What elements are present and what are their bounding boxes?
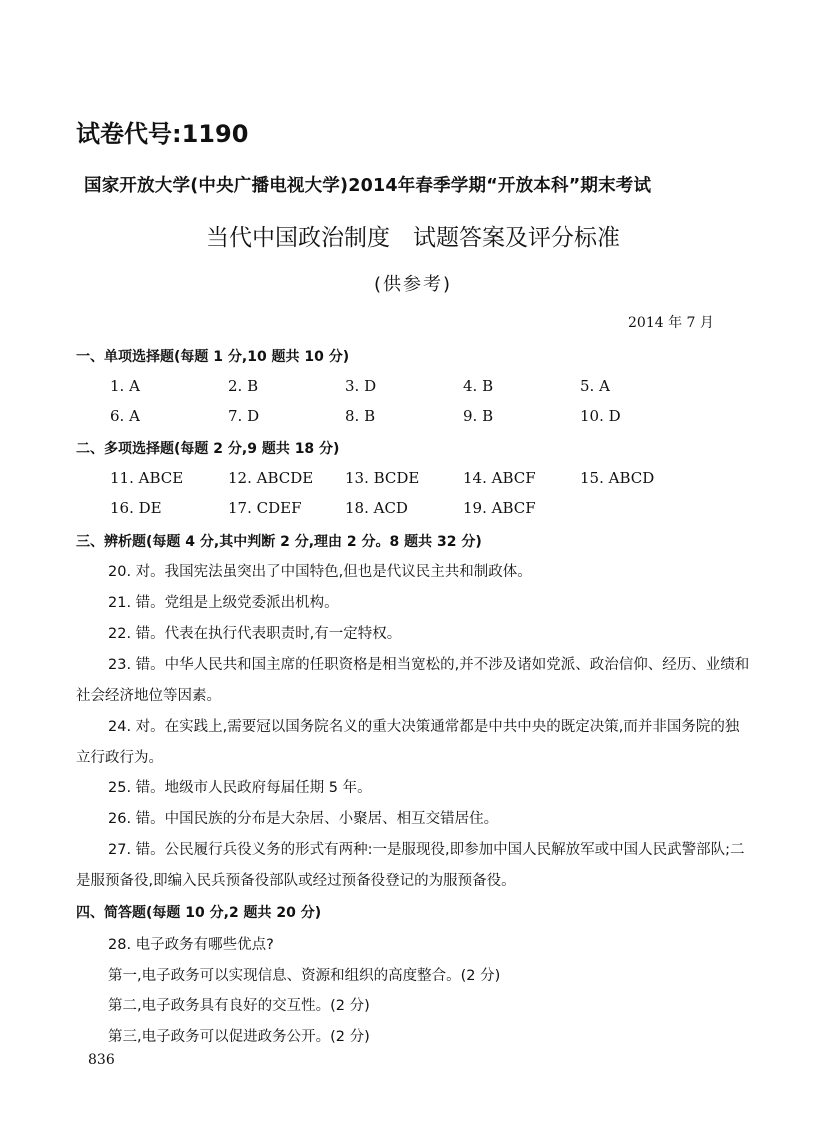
answer-item: 15. ABCD [580,469,655,487]
page-number: 836 [88,1052,115,1068]
judgment-item: 24. 对。在实践上,需要冠以国务院名义的重大决策通常都是中共中央的既定决策,而并非国务院的独立行政行为。 [76,719,740,766]
section-2-heading: 二、多项选择题(每题 2 分,9 题共 18 分) [76,441,340,457]
reference-note: (供参考) [373,274,453,295]
answer-item: 14. ABCF [463,469,536,487]
document-title: 当代中国政治制度 试题答案及评分标准 [206,225,620,251]
answer-item: 10. D [580,407,621,425]
judgment-item: 22. 错。代表在执行代表职责时,有一定特权。 [108,626,402,642]
judgment-item: 23. 错。中华人民共和国主席的任职资格是相当宽松的,并不涉及诸如党派、政治信仰、经历、业绩和社会经济地位等因素。 [76,657,750,704]
section-1-heading: 一、单项选择题(每题 1 分,10 题共 10 分) [76,349,350,365]
section-4-heading: 四、简答题(每题 10 分,2 题共 20 分) [76,905,322,921]
answer-point: 第二,电子政务具有良好的交互性。(2 分) [108,998,370,1014]
answer-item: 3. D [345,377,377,395]
paper-code: 试卷代号:1190 [76,120,249,148]
judgment-item: 20. 对。我国宪法虽突出了中国特色,但也是代议民主共和制政体。 [108,564,532,580]
short-answer-question: 28. 电子政务有哪些优点? [108,937,274,953]
answer-item: 6. A [110,407,140,425]
judgment-item: 25. 错。地级市人民政府每届任期 5 年。 [108,780,372,796]
answer-item: 2. B [228,377,259,395]
document-date: 2014 年 7 月 [628,315,714,331]
judgment-item: 27. 错。公民履行兵役义务的形式有两种:一是服现役,即参加中国人民解放军或中国人民武警部队;二是服预备役,即编入民兵预备役部队或经过预备役登记的为服预备役。 [76,842,745,889]
answer-point: 第一,电子政务可以实现信息、资源和组织的高度整合。(2 分) [108,968,501,984]
answer-item: 18. ACD [345,499,408,517]
exam-title: 国家开放大学(中央广播电视大学)2014年春季学期“开放本科”期末考试 [84,176,652,196]
answer-item: 5. A [580,377,610,395]
answer-item: 13. BCDE [345,469,420,487]
answer-point: 第三,电子政务可以促进政务公开。(2 分) [108,1029,370,1045]
answer-item: 1. A [110,377,140,395]
answer-item: 16. DE [110,499,162,517]
answer-item: 11. ABCE [110,469,184,487]
judgment-item: 26. 错。中国民族的分布是大杂居、小聚居、相互交错居住。 [108,811,499,827]
judgment-item: 21. 错。党组是上级党委派出机构。 [108,595,339,611]
answer-item: 9. B [463,407,494,425]
answer-item: 12. ABCDE [228,469,314,487]
answer-item: 7. D [228,407,260,425]
answer-item: 4. B [463,377,494,395]
answer-item: 8. B [345,407,376,425]
answer-item: 19. ABCF [463,499,536,517]
answer-item: 17. CDEF [228,499,302,517]
section-3-heading: 三、辨析题(每题 4 分,其中判断 2 分,理由 2 分。8 题共 32 分) [76,534,482,550]
